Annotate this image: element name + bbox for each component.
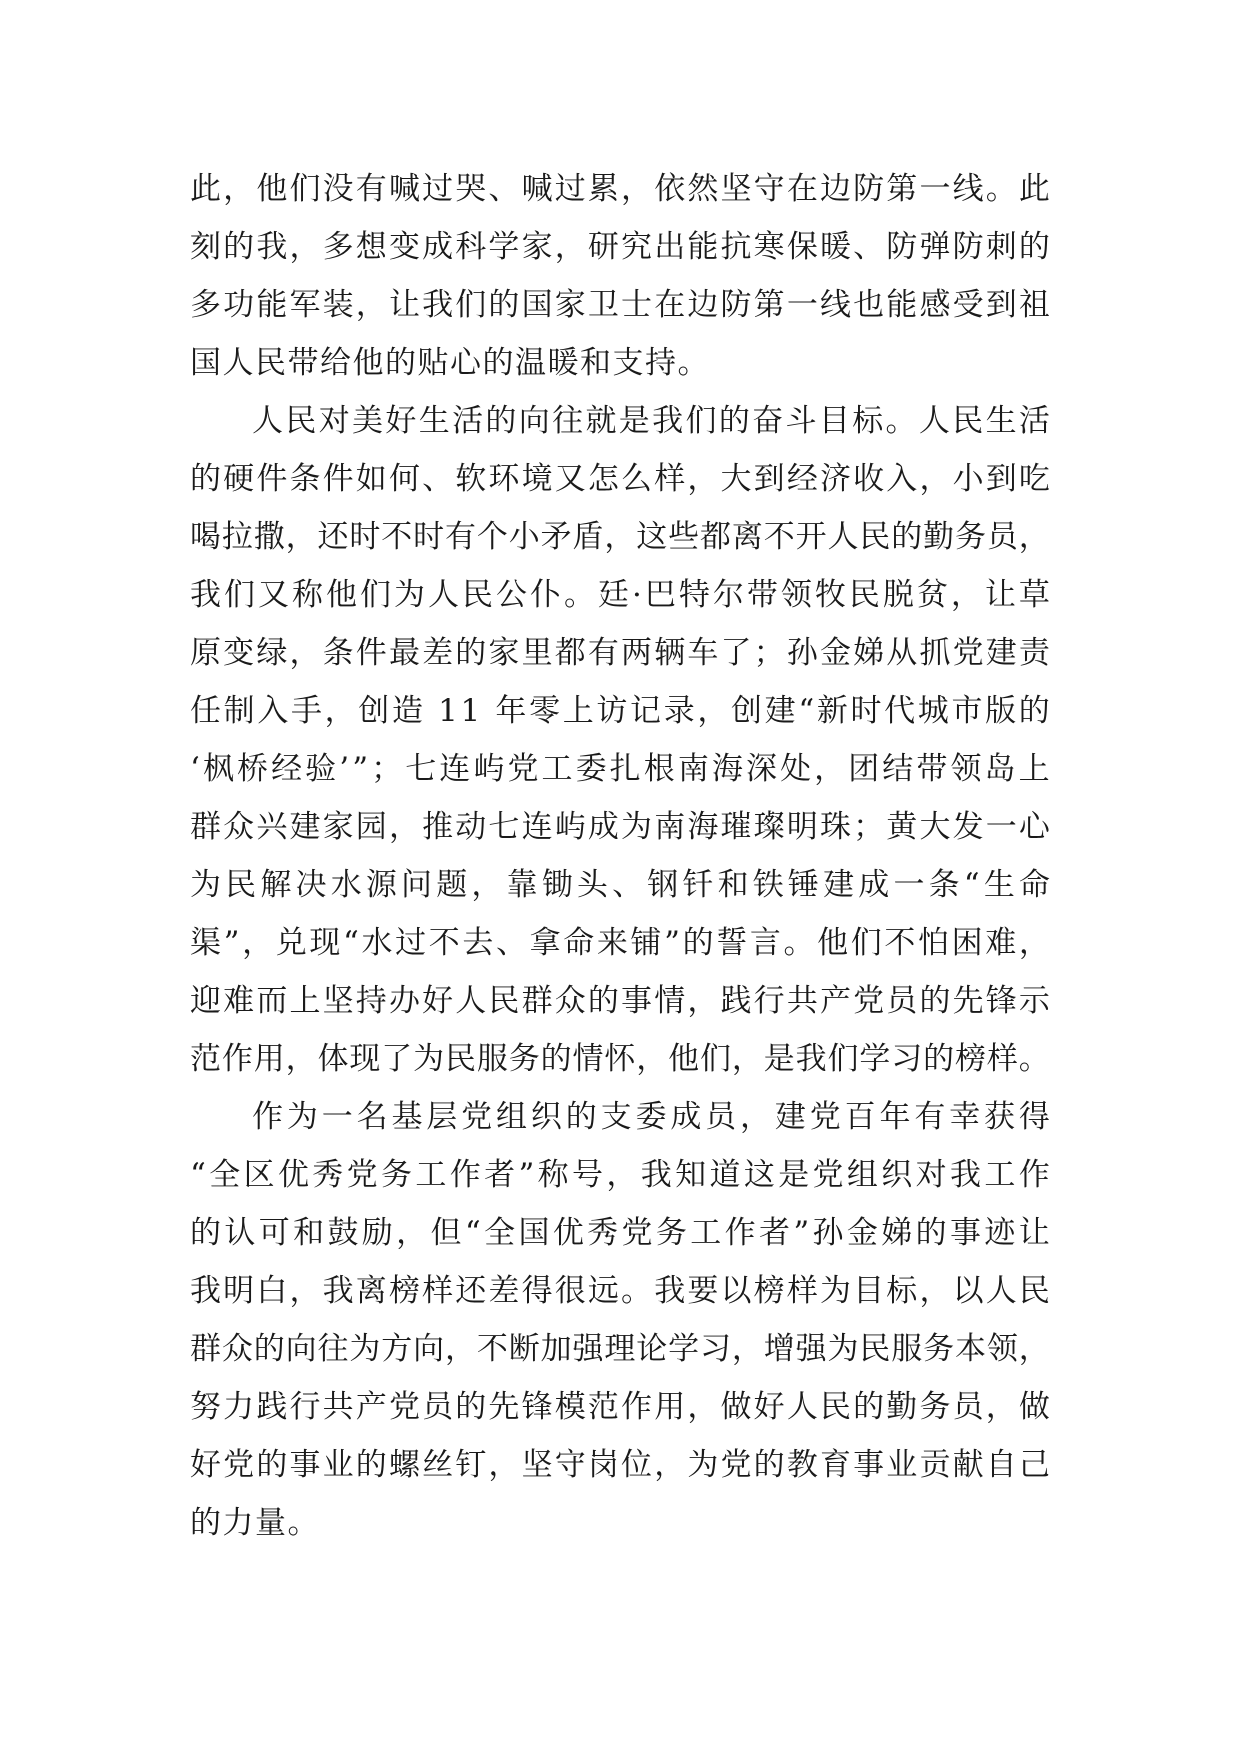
text-line: “ 全 区 优 秀 党 务 工 作 者 ” 称 号 ， 我 知 道 这 是 党 组 织 对 我 工 作 [190, 1157, 1050, 1193]
paragraph [190, 1088, 1050, 1552]
text-line: 的 硬 件 条 件 如 何 、 软 环 境 又 怎 么 样 ， 大 到 经 济 收 入 ， 小 到 吃 [190, 461, 1050, 497]
text-line: 群 众 兴 建 家 园 ， 推 动 七 连 屿 成 为 南 海 璀 璨 明 珠 ； 黄 大 发 一 心 [190, 809, 1050, 845]
text-line: 的 认 可 和 鼓 励 ， 但 “ 全 国 优 秀 党 务 工 作 者 ” 孙 金 娣 的 事 迹 让 [190, 1215, 1050, 1251]
text-line: 为 民 解 决 水 源 问 题 ， 靠 锄 头 、 钢 钎 和 铁 锤 建 成 一 条 “ 生 命 [190, 867, 1050, 903]
text-line: 任 制 入 手 ， 创 造 1 1 年 零 上 访 记 录 ， 创 建 “ 新 时 代 城 市 版 的 [190, 693, 1050, 729]
text-line: 我 明 白 ， 我 离 榜 样 还 差 得 很 远 。 我 要 以 榜 样 为 目 标 ， 以 人 民 [190, 1273, 1050, 1309]
text-line: 努 力 践 行 共 产 党 员 的 先 锋 模 范 作 用 ， 做 好 人 民 的 勤 务 员 ， 做 [190, 1389, 1050, 1425]
text-line: 多 功 能 军 装 ， 让 我 们 的 国 家 卫 士 在 边 防 第 一 线 也 能 感 受 到 祖 [190, 287, 1050, 323]
text-line: 群 众 的 向 往 为 方 向 ， 不 断 加 强 理 论 学 习 ， 增 强 为 民 服 务 本 领 ， [190, 1331, 1050, 1367]
text-line: 好 党 的 事 业 的 螺 丝 钉 ， 坚 守 岗 位 ， 为 党 的 教 育 事 业 贡 献 自 己 [190, 1447, 1050, 1483]
paragraph [190, 160, 1050, 392]
document-body [190, 160, 1050, 1552]
text-line: 我 们 又 称 他 们 为 人 民 公 仆 。 廷 · 巴 特 尔 带 领 牧 民 脱 贫 ， 让 草 [190, 577, 1050, 613]
text-line: 的力量。 [190, 1505, 320, 1541]
text-line: 原 变 绿 ， 条 件 最 差 的 家 里 都 有 两 辆 车 了 ； 孙 金 娣 从 抓 党 建 责 [190, 635, 1050, 671]
text-line: 此 ， 他 们 没 有 喊 过 哭 、 喊 过 累 ， 依 然 坚 守 在 边 防 第 一 线 。 此 [190, 171, 1050, 207]
text-line: 范 作 用 ， 体 现 了 为 民 服 务 的 情 怀 ， 他 们 ， 是 我 们 学 习 的 榜 样 。 [190, 1041, 1050, 1077]
text-line: 渠 ” ， 兑 现 “ 水 过 不 去 、 拿 命 来 铺 ” 的 誓 言 。 他 们 不 怕 困 难 ， [190, 925, 1050, 961]
text-line: 刻 的 我 ， 多 想 变 成 科 学 家 ， 研 究 出 能 抗 寒 保 暖 、 防 弹 防 刺 的 [190, 229, 1050, 265]
text-line: 国人民带给他的贴心的温暖和支持。 [190, 345, 710, 381]
text-line: ‘ 枫 桥 经 验 ’ ” ； 七 连 屿 党 工 委 扎 根 南 海 深 处 ， 团 结 带 领 岛 上 [190, 751, 1050, 787]
text-line: 迎 难 而 上 坚 持 办 好 人 民 群 众 的 事 情 ， 践 行 共 产 党 员 的 先 锋 示 [190, 983, 1050, 1019]
text-line: 作 为 一 名 基 层 党 组 织 的 支 委 成 员 ， 建 党 百 年 有 幸 获 得 [252, 1099, 1050, 1135]
text-line: 人 民 对 美 好 生 活 的 向 往 就 是 我 们 的 奋 斗 目 标 。 人 民 生 活 [252, 403, 1050, 439]
text-line: 喝 拉 撒 ， 还 时 不 时 有 个 小 矛 盾 ， 这 些 都 离 不 开 人 民 的 勤 务 员 ， [190, 519, 1050, 555]
paragraph [190, 392, 1050, 1088]
